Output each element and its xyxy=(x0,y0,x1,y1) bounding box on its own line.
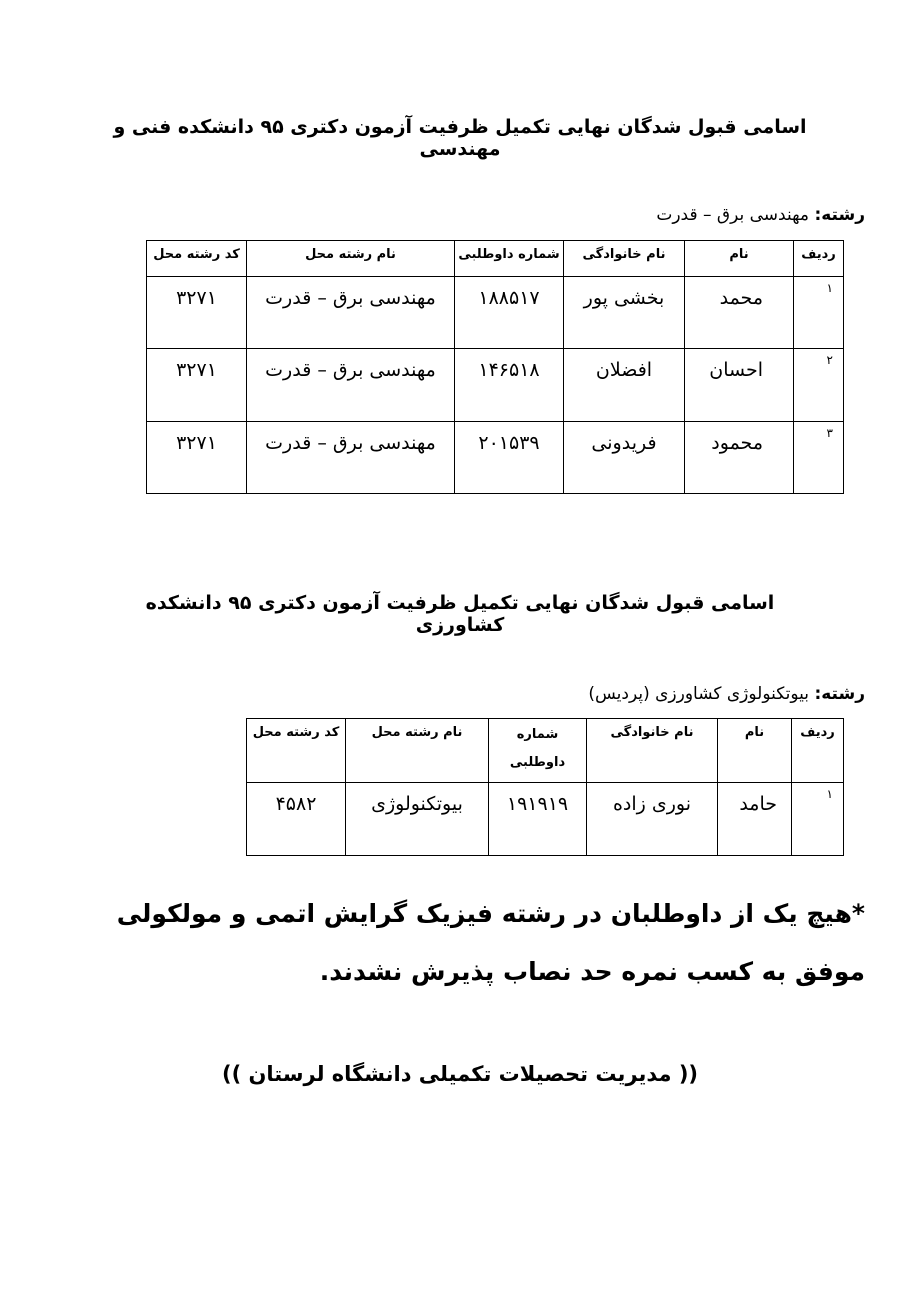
section2-field-value: بیوتکنولوژی کشاورزی (پردیس) xyxy=(588,684,810,704)
header-code: کد رشته محل xyxy=(247,719,346,783)
row-applicant-number: ۱۴۶۵۱۸ xyxy=(455,349,564,422)
section1-field xyxy=(656,205,865,225)
row-index: ۳ xyxy=(794,422,844,494)
table-row xyxy=(247,783,844,856)
header-radif: ردیف xyxy=(794,241,844,277)
physics-note: *هیچ یک از داوطلبان در رشته فیزیک گرایش اتمی و مولکولی موفق به کسب نمره حد نصاب پذیرش نشدند. xyxy=(116,899,865,986)
section2-table xyxy=(246,718,844,856)
header-number: شماره داوطلبی xyxy=(489,719,587,783)
row-code: ۳۲۷۱ xyxy=(147,422,247,494)
row-applicant-number: ۱۸۸۵۱۷ xyxy=(455,277,564,349)
row-last-name: فریدونی xyxy=(564,422,685,494)
section1-field-value: مهندسی برق – قدرت xyxy=(656,205,810,225)
row-major: مهندسی برق – قدرت xyxy=(247,349,455,422)
table-row xyxy=(147,349,844,422)
header-family: نام خانوادگی xyxy=(564,241,685,277)
row-first-name: احسان xyxy=(685,349,794,422)
section1-field-label: رشته: xyxy=(814,205,865,225)
row-last-name: افضلان xyxy=(564,349,685,422)
table-row xyxy=(147,422,844,494)
row-applicant-number: ۲۰۱۵۳۹ xyxy=(455,422,564,494)
row-major: مهندسی برق – قدرت xyxy=(247,277,455,349)
header-name: نام xyxy=(685,241,794,277)
section1-title: اسامی قبول شدگان نهایی تکمیل ظرفیت آزمون دکتری ۹۵ دانشکده فنی و مهندسی xyxy=(113,116,807,160)
section2-header-row xyxy=(247,719,844,783)
header-major: نام رشته محل xyxy=(247,241,455,277)
row-first-name: محمد xyxy=(685,277,794,349)
row-last-name: نوری زاده xyxy=(587,783,718,856)
row-major: مهندسی برق – قدرت xyxy=(247,422,455,494)
row-code: ۳۲۷۱ xyxy=(147,349,247,422)
row-major: بیوتکنولوژی xyxy=(346,783,489,856)
row-first-name: محمود xyxy=(685,422,794,494)
signature: (( مدیریت تحصیلات تکمیلی دانشگاه لرستان )) xyxy=(221,1062,699,1086)
row-first-name: حامد xyxy=(718,783,792,856)
section2-field xyxy=(588,684,865,704)
header-family: نام خانوادگی xyxy=(587,719,718,783)
header-number: شماره داوطلبی xyxy=(455,241,564,277)
row-last-name: بخشی پور xyxy=(564,277,685,349)
row-index: ۱ xyxy=(792,783,844,856)
section2-title: اسامی قبول شدگان نهایی تکمیل ظرفیت آزمون دکتری ۹۵ دانشکده کشاورزی xyxy=(145,592,775,636)
header-major: نام رشته محل xyxy=(346,719,489,783)
header-radif: ردیف xyxy=(792,719,844,783)
header-code: کد رشته محل xyxy=(147,241,247,277)
section1-header-row xyxy=(147,241,844,277)
header-name: نام xyxy=(718,719,792,783)
row-index: ۱ xyxy=(794,277,844,349)
row-code: ۴۵۸۲ xyxy=(247,783,346,856)
section2-field-label: رشته: xyxy=(814,684,865,704)
table-row xyxy=(147,277,844,349)
row-index: ۲ xyxy=(794,349,844,422)
section1-table xyxy=(146,240,844,494)
row-applicant-number: ۱۹۱۹۱۹ xyxy=(489,783,587,856)
row-code: ۳۲۷۱ xyxy=(147,277,247,349)
